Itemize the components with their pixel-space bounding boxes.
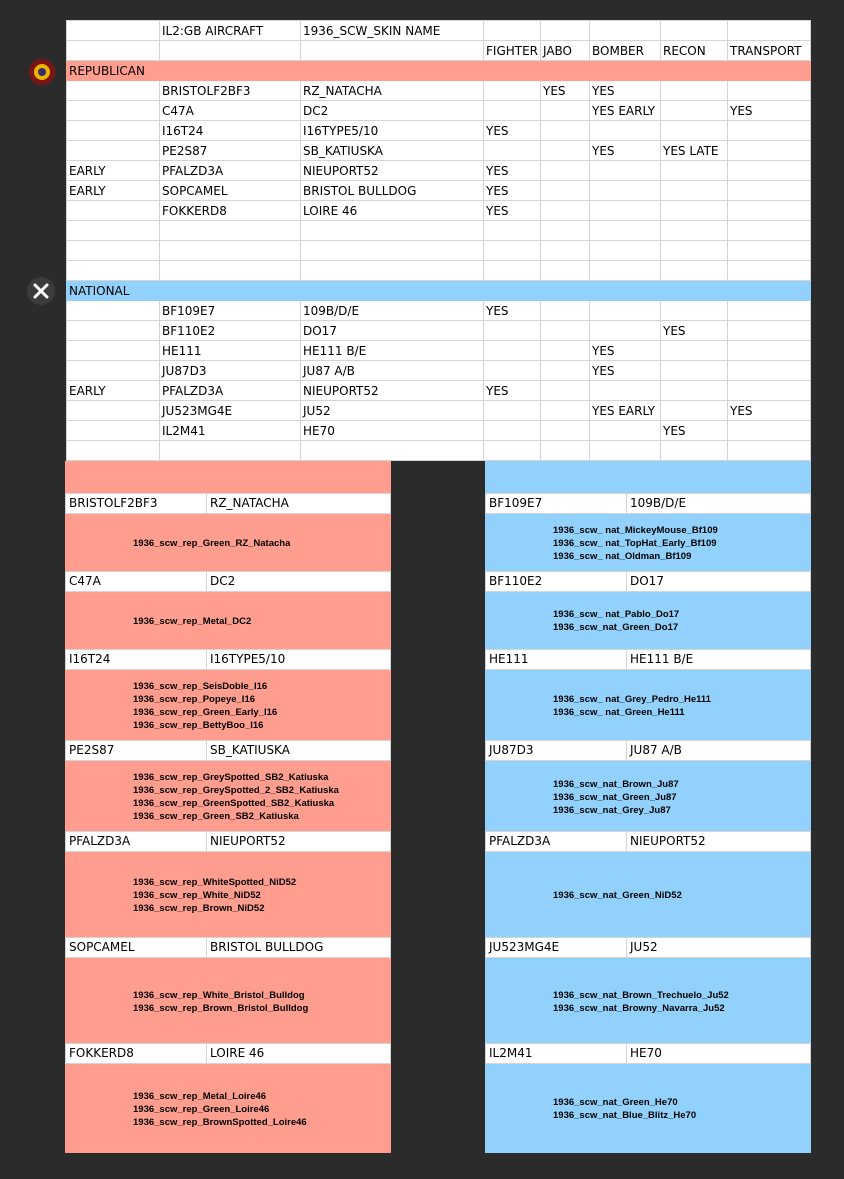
cell[interactable] [67,361,160,381]
divider [626,938,627,957]
skin-file-name: 1936_scw_rep_Green_Early_I16 [133,707,278,718]
table-row [67,101,811,121]
cell[interactable]: BF109E7 [160,301,301,321]
cell[interactable] [160,221,301,241]
cell[interactable] [541,341,590,361]
cell[interactable]: C47A [160,101,301,121]
card-skin: HE111 B/E [630,652,694,666]
cell[interactable] [484,241,541,261]
cell[interactable]: YES [590,361,661,381]
cell[interactable]: YES [661,321,728,341]
cell[interactable] [67,201,160,221]
skin-file-name: 1936_scw_rep_Brown_Bristol_Bulldog [133,1002,309,1014]
cell[interactable] [67,421,160,441]
card-skin: DC2 [210,574,236,588]
role-transport[interactable]: TRANSPORT [728,41,811,61]
cell[interactable] [661,101,728,121]
skin-file-name: 1936_scw_rep_GreenSpotted_SB2_Katiuska [133,798,335,809]
card-skin: RZ_NATACHA [210,496,289,510]
cell[interactable] [541,121,590,141]
divider [206,832,207,851]
empty-row [67,261,811,281]
skin-list [133,771,339,823]
skin-list [133,989,308,1015]
cell[interactable]: DC2 [301,101,484,121]
card-aircraft: BRISTOLF2BF3 [69,496,158,510]
cell[interactable] [541,321,590,341]
skin-card-header[interactable] [65,937,391,958]
role-fighter[interactable]: FIGHTER [484,41,541,61]
cell[interactable] [661,241,728,261]
empty-row [67,241,811,261]
table-row [67,401,811,421]
cell[interactable] [590,321,661,341]
card-skin: LOIRE 46 [210,1046,265,1060]
cell[interactable] [728,141,811,161]
cell[interactable]: EARLY [67,161,160,181]
cell[interactable] [541,101,590,121]
skin-list [553,889,682,902]
cell[interactable] [160,261,301,281]
cell[interactable] [301,261,484,281]
cell[interactable] [301,441,484,461]
cell[interactable] [728,201,811,221]
card-skin: HE70 [630,1046,662,1060]
skin-file-name: 1936_scw_rep_Popeye_I16 [133,694,256,705]
cell[interactable]: PE2S87 [160,141,301,161]
cell[interactable]: RZ_NATACHA [301,81,484,101]
cell[interactable]: DO17 [301,321,484,341]
skin-file-name: 1936_scw_ nat_Pablo_Do17 [553,609,680,620]
cell[interactable] [541,141,590,161]
cell[interactable] [661,161,728,181]
cell[interactable] [728,241,811,261]
skin-file-name: 1936_scw_rep_WhiteSpotted_NiD52 [133,877,297,888]
cell[interactable] [67,121,160,141]
skin-file-name: 1936_scw_nat_Green_NiD52 [553,890,682,901]
cell[interactable] [728,61,811,81]
skin-card-header[interactable] [485,493,811,514]
divider [206,741,207,760]
cell[interactable] [67,241,160,261]
cell[interactable] [160,241,301,261]
cell[interactable] [728,421,811,441]
cell[interactable] [301,61,484,81]
national-skins-panel [485,461,811,1153]
cell[interactable]: YES EARLY [590,101,661,121]
cell[interactable] [484,141,541,161]
cell[interactable]: JU87D3 [160,361,301,381]
cell[interactable]: YES [590,81,661,101]
cell[interactable] [728,221,811,241]
cell[interactable] [484,341,541,361]
cell[interactable] [661,201,728,221]
aircraft-role-table [66,20,811,461]
skin-list [133,680,277,732]
cell-skin-name-header[interactable]: 1936_SCW_SKIN NAME [301,21,484,41]
cell[interactable]: YES [484,301,541,321]
cell[interactable]: HE70 [301,421,484,441]
cell[interactable] [661,341,728,361]
skin-list [553,778,679,817]
skin-list [553,693,711,719]
divider [206,650,207,669]
skin-list [553,989,729,1015]
cell[interactable]: EARLY [67,181,160,201]
skin-file-name: 1936_scw_rep_White_NiD52 [133,890,261,901]
divider [626,650,627,669]
card-aircraft: IL2M41 [489,1046,533,1060]
cell[interactable] [590,381,661,401]
table-row [67,81,811,101]
cell[interactable] [728,321,811,341]
cell[interactable] [484,401,541,421]
card-aircraft: PFALZD3A [489,834,551,848]
skin-file-name: 1936_scw_rep_SeisDoble_I16 [133,681,268,692]
cell[interactable] [484,361,541,381]
skin-file-name: 1936_scw_rep_GreySpotted_2_SB2_Katiuska [133,785,339,796]
skin-card-header[interactable] [485,937,811,958]
table-row [67,301,811,321]
skin-file-name: 1936_scw_nat_Green_Ju87 [553,791,677,803]
cell[interactable] [590,181,661,201]
national-label[interactable]: NATIONAL [67,281,160,301]
cell[interactable]: JU523MG4E [160,401,301,421]
cell[interactable] [661,301,728,321]
cell[interactable] [661,361,728,381]
cell[interactable] [728,441,811,461]
card-aircraft: PFALZD3A [69,834,131,848]
cell[interactable] [484,261,541,281]
cell[interactable] [590,441,661,461]
card-skin: JU52 [630,940,658,954]
divider [626,1044,627,1063]
card-skin: DO17 [630,574,664,588]
cell[interactable] [590,61,661,81]
cell[interactable] [541,201,590,221]
cell[interactable] [541,221,590,241]
cell[interactable]: YES [541,81,590,101]
cell[interactable]: YES [484,121,541,141]
cell[interactable] [728,281,811,301]
card-skin: 109B/D/E [630,496,687,510]
cell[interactable]: BRISTOL BULLDOG [301,181,484,201]
cell[interactable]: YES [661,421,728,441]
cell[interactable] [541,161,590,181]
card-aircraft: BF109E7 [489,496,543,510]
cell[interactable]: JU52 [301,401,484,421]
cell[interactable]: HE111 B/E [301,341,484,361]
divider [626,741,627,760]
cell[interactable] [484,321,541,341]
cell[interactable] [67,81,160,101]
skin-file-name: 1936_scw_nat_Browny_Navarra_Ju52 [553,1002,725,1014]
cell[interactable] [67,321,160,341]
cell[interactable]: YES [484,381,541,401]
cell[interactable]: EARLY [67,381,160,401]
cell[interactable]: PFALZD3A [160,161,301,181]
card-skin: BRISTOL BULLDOG [210,940,324,954]
table-row [67,381,811,401]
table-row [67,361,811,381]
cell[interactable]: I16TYPE5/10 [301,121,484,141]
cell[interactable] [484,61,541,81]
cell[interactable] [541,181,590,201]
republican-skins-panel [65,461,391,1153]
card-skin: JU87 A/B [630,743,682,757]
cell[interactable]: BRISTOLF2BF3 [160,81,301,101]
skin-card-header[interactable] [485,740,811,761]
cell[interactable] [541,401,590,421]
cell[interactable]: NIEUPORT52 [301,161,484,181]
cell[interactable] [484,101,541,121]
cell[interactable] [67,141,160,161]
empty-row [67,221,811,241]
cell[interactable] [541,281,590,301]
cell[interactable]: BF110E2 [160,321,301,341]
cell[interactable]: LOIRE 46 [301,201,484,221]
table-row [67,321,811,341]
cell[interactable]: PFALZD3A [160,381,301,401]
cell[interactable] [160,281,301,301]
table-row [67,341,811,361]
republican-roundel-icon [29,59,55,85]
table-row [67,201,811,221]
skin-card-header[interactable] [485,649,811,670]
cell[interactable] [67,441,160,461]
divider [626,572,627,591]
cell[interactable]: YES [484,181,541,201]
cell[interactable] [484,221,541,241]
cell[interactable] [67,341,160,361]
cell[interactable]: FOKKERD8 [160,201,301,221]
skin-list [133,615,251,628]
role-bomber[interactable]: BOMBER [590,41,661,61]
skin-file-name: 1936_scw_ nat_TopHat_Early_Bf109 [553,537,717,549]
divider [206,572,207,591]
card-skin: NIEUPORT52 [210,834,286,848]
cell[interactable]: HE111 [160,341,301,361]
cell-aircraft-header[interactable]: IL2:GB AIRCRAFT [160,21,301,41]
skin-file-name: 1936_scw_rep_BettyBoo_I16 [133,720,264,731]
divider [206,494,207,513]
cell[interactable] [67,261,160,281]
divider [626,494,627,513]
cell[interactable]: YES [590,341,661,361]
skin-card-header[interactable] [65,571,391,592]
skin-file-name: 1936_scw_rep_Metal_DC2 [133,615,252,627]
cell[interactable] [301,281,484,301]
cell[interactable]: JU87 A/B [301,361,484,381]
skin-file-name: 1936_scw_ nat_Grey_Pedro_He111 [553,694,711,705]
cell[interactable] [67,221,160,241]
skin-file-name: 1936_scw_nat_Blue_Blitz_He70 [553,1110,697,1121]
cell[interactable] [728,381,811,401]
skin-list [133,876,296,915]
skin-file-name: 1936_scw_ nat_MickeyMouse_Bf109 [553,524,718,536]
skin-file-name: 1936_scw_nat_Grey_Ju87 [553,804,671,816]
cell[interactable] [590,241,661,261]
cell[interactable]: YES [484,201,541,221]
skin-list [553,608,679,634]
skin-file-name: 1936_scw_nat_Brown_Ju87 [553,778,679,790]
cell[interactable]: YES [728,401,811,421]
cell[interactable] [484,421,541,441]
cell[interactable] [541,301,590,321]
skin-card-header[interactable] [65,1043,391,1064]
skin-file-name: 1936_scw_rep_White_Bristol_Bulldog [133,989,305,1001]
card-aircraft: C47A [69,574,101,588]
card-aircraft: SOPCAMEL [69,940,135,954]
republican-header-row [67,61,811,81]
cell[interactable] [541,241,590,261]
skin-list [133,537,290,550]
cell[interactable] [67,21,160,41]
cell[interactable] [661,81,728,101]
roles-row [67,41,811,61]
cell[interactable] [661,121,728,141]
cell[interactable] [541,421,590,441]
skin-list [133,1090,307,1129]
skin-file-name: 1936_scw_rep_Metal_Loire46 [133,1090,267,1102]
card-aircraft: BF110E2 [489,574,543,588]
cell[interactable] [590,261,661,281]
cell[interactable] [661,281,728,301]
cell[interactable] [661,401,728,421]
cell[interactable]: YES [728,101,811,121]
cell[interactable] [661,261,728,281]
skin-file-name: 1936_scw_nat_Green_Do17 [553,622,679,633]
cell[interactable] [541,381,590,401]
card-aircraft: I16T24 [69,652,111,666]
cell[interactable]: SB_KATIUSKA [301,141,484,161]
skin-card-header[interactable] [65,831,391,852]
skin-file-name: 1936_scw_rep_Green_Loire46 [133,1103,270,1115]
cell[interactable] [661,221,728,241]
skin-card-header[interactable] [65,740,391,761]
skin-card-header[interactable] [485,571,811,592]
table-row [67,161,811,181]
cell[interactable]: YES [484,161,541,181]
skin-file-name: 1936_scw_rep_GreySpotted_SB2_Katiuska [133,772,329,783]
cell[interactable] [484,441,541,461]
skin-file-name: 1936_scw_rep_Brown_NiD52 [133,903,265,914]
role-recon[interactable]: RECON [661,41,728,61]
cell[interactable]: NIEUPORT52 [301,381,484,401]
cell[interactable]: YES EARLY [590,401,661,421]
skin-card-header[interactable] [485,831,811,852]
cell[interactable] [541,261,590,281]
cell[interactable] [590,201,661,221]
card-aircraft: FOKKERD8 [69,1046,134,1060]
card-skin: I16TYPE5/10 [210,652,286,666]
cell[interactable] [590,301,661,321]
cell[interactable] [728,81,811,101]
cell[interactable] [661,61,728,81]
header-row [67,21,811,41]
card-aircraft: JU523MG4E [489,940,560,954]
cell[interactable] [590,281,661,301]
role-jabo[interactable]: JABO [541,41,590,61]
skin-file-name: 1936_scw_ nat_Oldman_Bf109 [553,550,692,562]
cell[interactable]: YES LATE [661,141,728,161]
cell[interactable] [541,441,590,461]
table-row [67,421,811,441]
skin-card-header[interactable] [485,1043,811,1064]
skin-file-name: 1936_scw_nat_Brown_Trechuelo_Ju52 [553,989,729,1001]
cell[interactable] [728,361,811,381]
empty-row [67,441,811,461]
cell[interactable]: 109B/D/E [301,301,484,321]
cell[interactable] [67,401,160,421]
cell[interactable] [728,161,811,181]
skin-file-name: 1936_scw_nat_Green_He70 [553,1097,678,1108]
cell[interactable] [160,441,301,461]
cell[interactable]: YES [590,141,661,161]
cell[interactable] [67,301,160,321]
table-row [67,181,811,201]
cell[interactable]: IL2M41 [160,421,301,441]
cell[interactable] [590,121,661,141]
skin-card-header[interactable] [65,493,391,514]
cell[interactable] [728,261,811,281]
cell[interactable] [541,61,590,81]
cell[interactable] [541,361,590,381]
cell[interactable] [484,81,541,101]
card-aircraft: PE2S87 [69,743,115,757]
skin-file-name: 1936_scw_rep_Green_SB2_Katiuska [133,811,299,822]
cell[interactable]: SOPCAMEL [160,181,301,201]
cell[interactable] [728,181,811,201]
skin-file-name: 1936_scw_ nat_Green_He111 [553,707,685,718]
cell[interactable] [661,441,728,461]
cell[interactable] [661,181,728,201]
cell[interactable] [160,61,301,81]
cell[interactable] [67,101,160,121]
cell[interactable]: I16T24 [160,121,301,141]
cell[interactable] [590,161,661,181]
nationalist-cross-icon [27,277,55,305]
cell[interactable] [661,381,728,401]
cell[interactable] [301,221,484,241]
skin-file-name: 1936_scw_rep_BrownSpotted_Loire46 [133,1116,307,1128]
cell[interactable] [590,221,661,241]
republican-label[interactable]: REPUBLICAN [67,61,160,81]
divider [206,938,207,957]
cell[interactable] [301,241,484,261]
divider [626,832,627,851]
skin-list [553,1096,696,1122]
skin-list [553,524,718,563]
card-skin: NIEUPORT52 [630,834,706,848]
cell[interactable] [590,421,661,441]
table-row [67,121,811,141]
cell[interactable] [728,301,811,321]
cell[interactable] [484,281,541,301]
skin-file-name: 1936_scw_rep_Green_RZ_Natacha [133,537,291,549]
card-skin: SB_KATIUSKA [210,743,290,757]
skin-card-header[interactable] [65,649,391,670]
national-header-row [67,281,811,301]
card-aircraft: HE111 [489,652,529,666]
card-aircraft: JU87D3 [489,743,534,757]
table-row [67,141,811,161]
divider [206,1044,207,1063]
cell[interactable] [728,341,811,361]
cell[interactable] [728,121,811,141]
